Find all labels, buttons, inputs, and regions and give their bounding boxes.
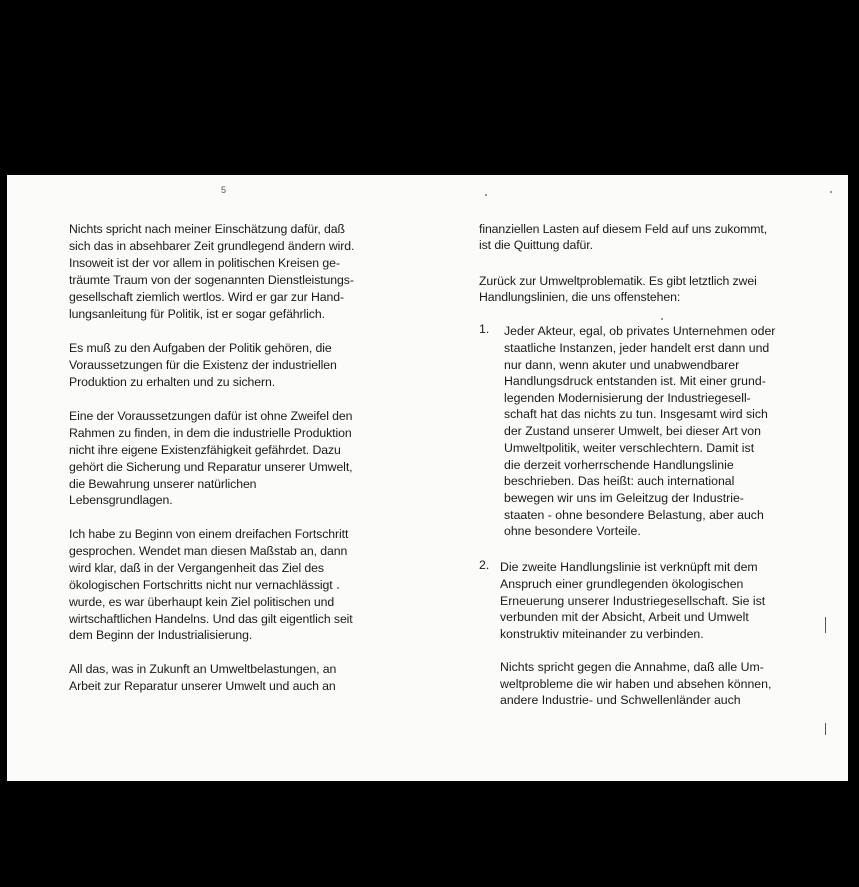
text-line: Die zweite Handlungslinie ist verknüpft mit dem <box>500 560 758 574</box>
text-line: verbunden mit der Absicht, Arbeit und Umwelt <box>500 610 749 624</box>
text-line: Erneuerung unserer Industriegesellschaft. Sie ist <box>500 594 766 608</box>
text-line: nur dann, wenn akuter und unabwendbarer <box>504 358 740 372</box>
text-line: andere Industrie- und Schwellenländer auch <box>500 693 741 707</box>
text-line: dem Beginn der Industrialisierung. <box>69 628 253 642</box>
text-line: Produktion zu erhalten und zu sichern. <box>69 375 276 389</box>
text-line: wirtschaftlichen Handelns. Und das gilt eigentlich seit <box>69 612 353 626</box>
text-line: staatliche Instanzen, jeder handelt erst dann und <box>504 341 770 355</box>
text-line: wird klar, daß in der Vergangenheit das Ziel des <box>69 561 324 575</box>
text-line: Eine der Voraussetzungen dafür ist ohne Zweifel den <box>69 409 353 423</box>
scan-speck <box>485 194 487 196</box>
text-line: Jeder Akteur, egal, ob privates Unternehmen oder <box>504 324 776 338</box>
text-line: Nichts spricht gegen die Annahme, daß alle Um- <box>500 660 764 674</box>
text-line: legenden Modernisierung der Industriegesell- <box>504 391 751 405</box>
scan-speck <box>661 318 663 320</box>
text-line: Ich habe zu Beginn von einem dreifachen Fortschritt <box>69 527 349 541</box>
text-line: bewegen wir uns im Geleitzug der Industrie- <box>504 491 744 505</box>
scan-edge-mark <box>825 723 826 735</box>
text-line: Zurück zur Umweltproblematik. Es gibt letztlich zwei <box>479 274 757 288</box>
text-line: Arbeit zur Reparatur unserer Umwelt und auch an <box>69 679 336 693</box>
scanned-page <box>7 175 848 781</box>
text-line: ist die Quittung dafür. <box>479 238 593 252</box>
list-number: 2. <box>479 558 490 572</box>
scan-edge-mark <box>825 617 826 633</box>
scan-speck <box>337 587 339 589</box>
text-line: wurde, es war überhaupt kein Ziel politischen und <box>69 595 335 609</box>
scan-speck <box>830 191 832 193</box>
text-line: nicht ihre eigene Existenzfähigkeit gefährdet. Dazu <box>69 443 341 457</box>
text-line: gehört die Sicherung und Reparatur unserer Umwelt, <box>69 460 353 474</box>
text-line: die Bewahrung unserer natürlichen <box>69 477 257 491</box>
text-line: Umweltpolitik, weiter verschlechtern. Damit ist <box>504 441 755 455</box>
text-line: staaten - ohne besondere Belastung, aber auch <box>504 508 764 522</box>
text-line: Anspruch einer grundlegenden ökologischen <box>500 577 744 591</box>
text-line: lungsanleitung für Politik, ist er sogar gefährlich. <box>69 307 325 321</box>
text-line: beschrieben. Das heißt: auch international <box>504 474 735 488</box>
list-number: 1. <box>479 322 490 336</box>
text-line: träumte Traum von der sogenannten Dienstleistungs- <box>69 273 354 287</box>
text-line: Lebensgrundlagen. <box>69 493 173 507</box>
text-line: ohne besondere Vorteile. <box>504 524 641 538</box>
text-line: weltprobleme die wir haben und absehen können, <box>500 677 772 691</box>
text-line: konstruktiv miteinander zu verbinden. <box>500 627 704 641</box>
page-marker: 5 <box>221 185 227 195</box>
text-line: Nichts spricht nach meiner Einschätzung dafür, daß <box>69 222 345 236</box>
text-line: ökologischen Fortschritts nicht nur vernachlässigt <box>69 578 333 592</box>
text-line: Voraussetzungen für die Existenz der industriellen <box>69 358 337 372</box>
text-line: Es muß zu den Aufgaben der Politik gehören, die <box>69 341 332 355</box>
text-line: Handlungsdruck entstanden ist. Mit einer grund- <box>504 374 766 388</box>
text-line: sich das in absehbarer Zeit grundlegend ändern wird. <box>69 239 355 253</box>
text-line: All das, was in Zukunft an Umweltbelastungen, an <box>69 662 337 676</box>
text-line: gesellschaft ziemlich wertlos. Wird er gar zur Hand- <box>69 290 344 304</box>
text-line: Insoweit ist der vor allem in politischen Kreisen ge- <box>69 256 340 270</box>
text-line: der Zustand unserer Umwelt, bei dieser Art von <box>504 424 761 438</box>
text-line: finanziellen Lasten auf diesem Feld auf uns zukommt, <box>479 222 768 236</box>
text-line: Rahmen zu finden, in dem die industrielle Produktion <box>69 426 352 440</box>
text-line: Handlungslinien, die uns offenstehen: <box>479 290 681 304</box>
text-line: gesprochen. Wendet man diesen Maßstab an, dann <box>69 544 348 558</box>
text-line: die derzeit vorherrschende Handlungslinie <box>504 458 734 472</box>
text-line: schaft hat das nichts zu tun. Insgesamt wird sich <box>504 407 768 421</box>
